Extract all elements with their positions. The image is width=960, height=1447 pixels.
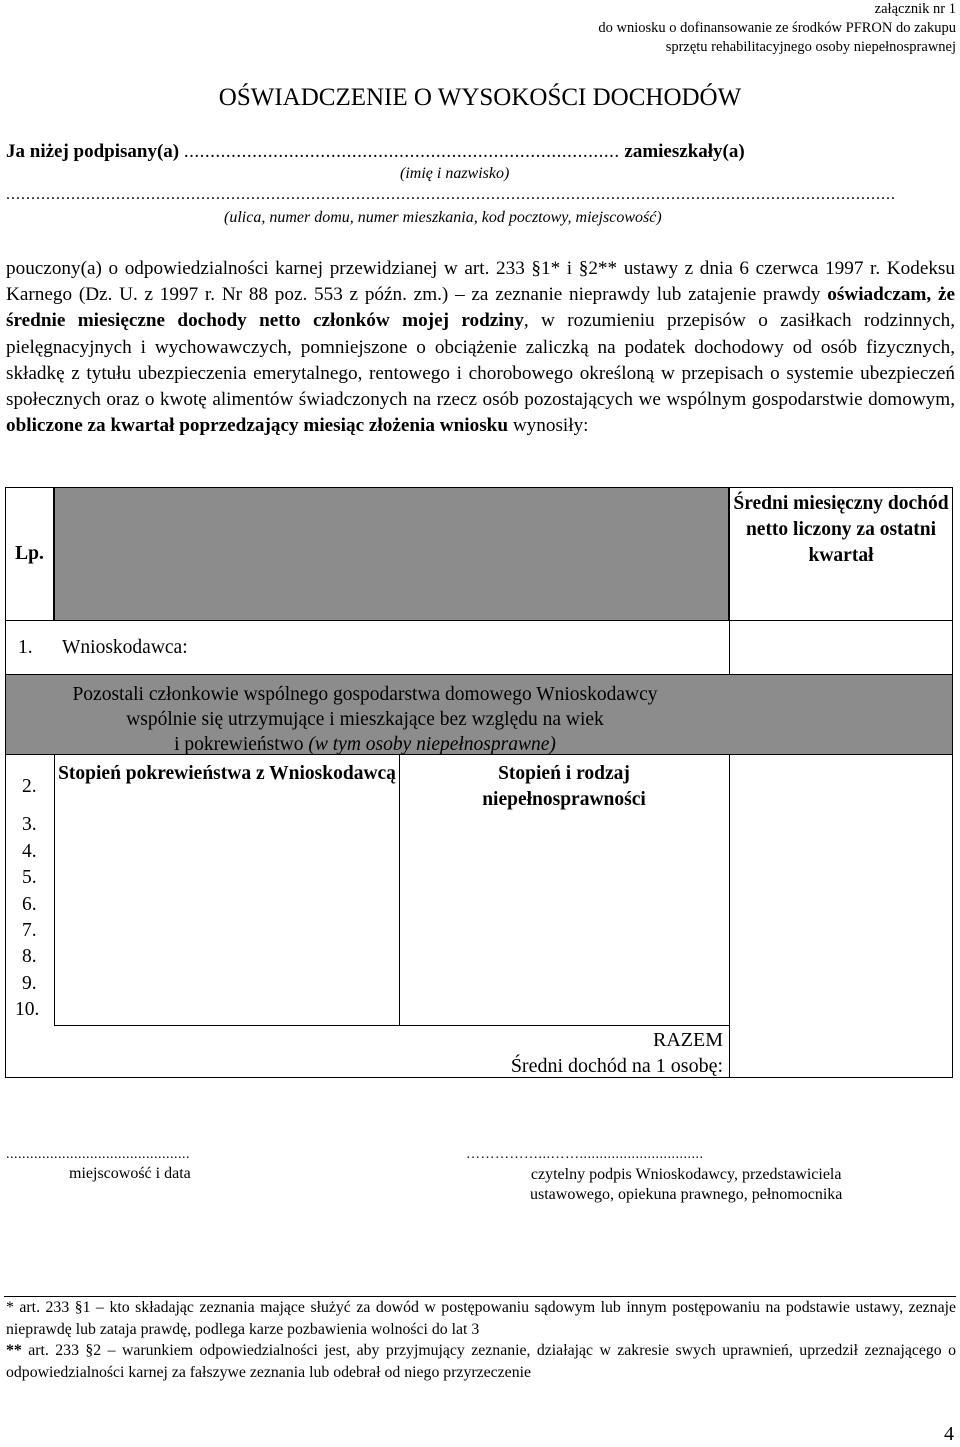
lp-header: Lp. xyxy=(5,487,54,621)
signature-field[interactable]: ……………...……............................... xyxy=(466,1147,704,1162)
row-4-number: 4. xyxy=(22,841,37,862)
header-gray-block xyxy=(54,487,729,621)
annex-line-2: do wniosku o dofinansowanie ze środków PFRON do zakupu xyxy=(598,20,956,36)
declarant-line xyxy=(6,141,956,163)
para-part-5: obliczone za kwartał poprzedzający miesiąc złożenia wniosku xyxy=(6,415,509,437)
para-part-6: wynosiły: xyxy=(508,415,589,437)
row-8-number: 8. xyxy=(22,946,37,967)
signature-label-line-1: czytelny podpis Wnioskodawcy, przedstawiciela xyxy=(530,1166,842,1183)
document-title: OŚWIADCZENIE O WYSOKOŚCI DOCHODÓW xyxy=(218,84,742,111)
footnote-2 xyxy=(6,1340,956,1383)
name-field[interactable]: ................................................................................... xyxy=(183,141,620,162)
total-row-divider xyxy=(54,1025,730,1026)
declarant-lead: Ja niżej podpisany(a) xyxy=(6,141,180,162)
relation-column-header: Stopień pokrewieństwa z Wnioskodawcą xyxy=(58,763,396,784)
row-9-number: 9. xyxy=(22,973,37,994)
address-field[interactable]: .................................................................................................................................................................................. xyxy=(6,186,896,203)
resident-label: zamieszkały(a) xyxy=(624,141,745,162)
others-line-3 xyxy=(5,732,725,757)
income-header: Średni miesięczny dochód netto liczony za ostatni kwartał xyxy=(729,487,953,621)
others-line-3b: (w tym osoby niepełnosprawne) xyxy=(308,734,556,755)
row-3-number: 3. xyxy=(22,814,37,835)
row-10-number: 10. xyxy=(15,999,40,1020)
declaration-paragraph xyxy=(6,256,955,439)
income-table xyxy=(5,487,953,1078)
row-2-number: 2. xyxy=(22,776,37,797)
place-date-field[interactable]: .............................................. xyxy=(6,1147,190,1162)
annex-line-1: załącznik nr 1 xyxy=(874,1,956,17)
annex-header xyxy=(598,0,956,57)
middle-column-divider xyxy=(399,755,400,1025)
total-income-cell[interactable] xyxy=(730,1026,952,1077)
totals-labels xyxy=(55,1027,723,1079)
footnote-2-text: art. 233 §2 – warunkiem odpowiedzialności jest, aby przyjmujący zeznanie, działając w zakresie swych uprawnień, uprzedził zeznającego o odpowiedzialności karnej za fałszywe zeznania lub odebrał od niego przyrzeczenie xyxy=(6,1342,956,1381)
signature-label-line-2: ustawowego, opiekuna prawnego, pełnomocnika xyxy=(530,1186,843,1203)
para-part-2: – za zeznanie nieprawdy lub zatajenie prawdy xyxy=(455,284,828,306)
row-1-income-cell[interactable] xyxy=(730,622,952,674)
signature-label xyxy=(530,1165,842,1205)
annex-line-3: sprzętu rehabilitacyjnego osoby niepełnosprawnej xyxy=(665,39,956,55)
footnote-1: * art. 233 §1 – kto składając zeznania mające służyć za dowód w postępowaniu sądowym lub innym postępowaniu na podstawie ustawy, zeznaje nieprawdę lub zataja prawdę, podlega karze pozbawienia wolności do lat 3 xyxy=(6,1299,956,1338)
others-header-text xyxy=(5,682,725,757)
row-6-number: 6. xyxy=(22,894,37,915)
para-part-1: pouczony(a) o odpowiedzialności karnej przewidzianej w art. 233 §1* i §2** ustawy z dnia 6 czerwca 1997 r. Kodeksu Karnego (Dz. U. z 1997 r. Nr 88 poz. 553 z późn. zm.) xyxy=(6,258,955,306)
page-number: 4 xyxy=(944,1423,954,1445)
address-hint: (ulica, numer domu, numer mieszkania, kod pocztowy, miejscowość) xyxy=(224,209,662,226)
others-line-2: wspólnie się utrzymujące i mieszkające bez względu na wiek xyxy=(126,709,604,730)
lp-column-divider xyxy=(54,755,55,1025)
para-part-3: oświadczam, że średnie miesięczne dochody netto członków mojej rodziny xyxy=(6,284,956,332)
disability-column-header: Stopień i rodzaj niepełnosprawności xyxy=(482,763,646,810)
footnote-2-mark: ** xyxy=(6,1342,22,1359)
row-5-number: 5. xyxy=(22,867,37,888)
per-person-label: Średni dochód na 1 osobę: xyxy=(510,1055,723,1077)
row-7-number: 7. xyxy=(22,920,37,941)
row-1-number: 1. xyxy=(18,637,33,658)
others-line-3a: i pokrewieństwo xyxy=(174,734,309,755)
name-hint: (imię i nazwisko) xyxy=(400,165,510,182)
place-date-label: miejscowość i data xyxy=(69,1165,191,1182)
para-part-4: , w rozumieniu przepisów o zasiłkach rodzinnych, pielęgnacyjnych i wychowawczych, pomniejszone o obciążenie zaliczką na podatek dochodowy od osób fizycznych, składkę z tytułu ubezpieczenia emerytalnego, rentowego i chorobowego określoną w przepisach o systemie ubezpieczeń społecznych oraz o kwotę alimentów świadczonych na rzecz osób pozostających we wspólnym gospodarstwie domowym, xyxy=(6,310,956,411)
total-label: RAZEM xyxy=(653,1029,723,1051)
row-1-label: Wnioskodawca: xyxy=(62,637,188,658)
others-line-1: Pozostali członkowie wspólnego gospodarstwa domowego Wnioskodawcy xyxy=(72,684,658,705)
